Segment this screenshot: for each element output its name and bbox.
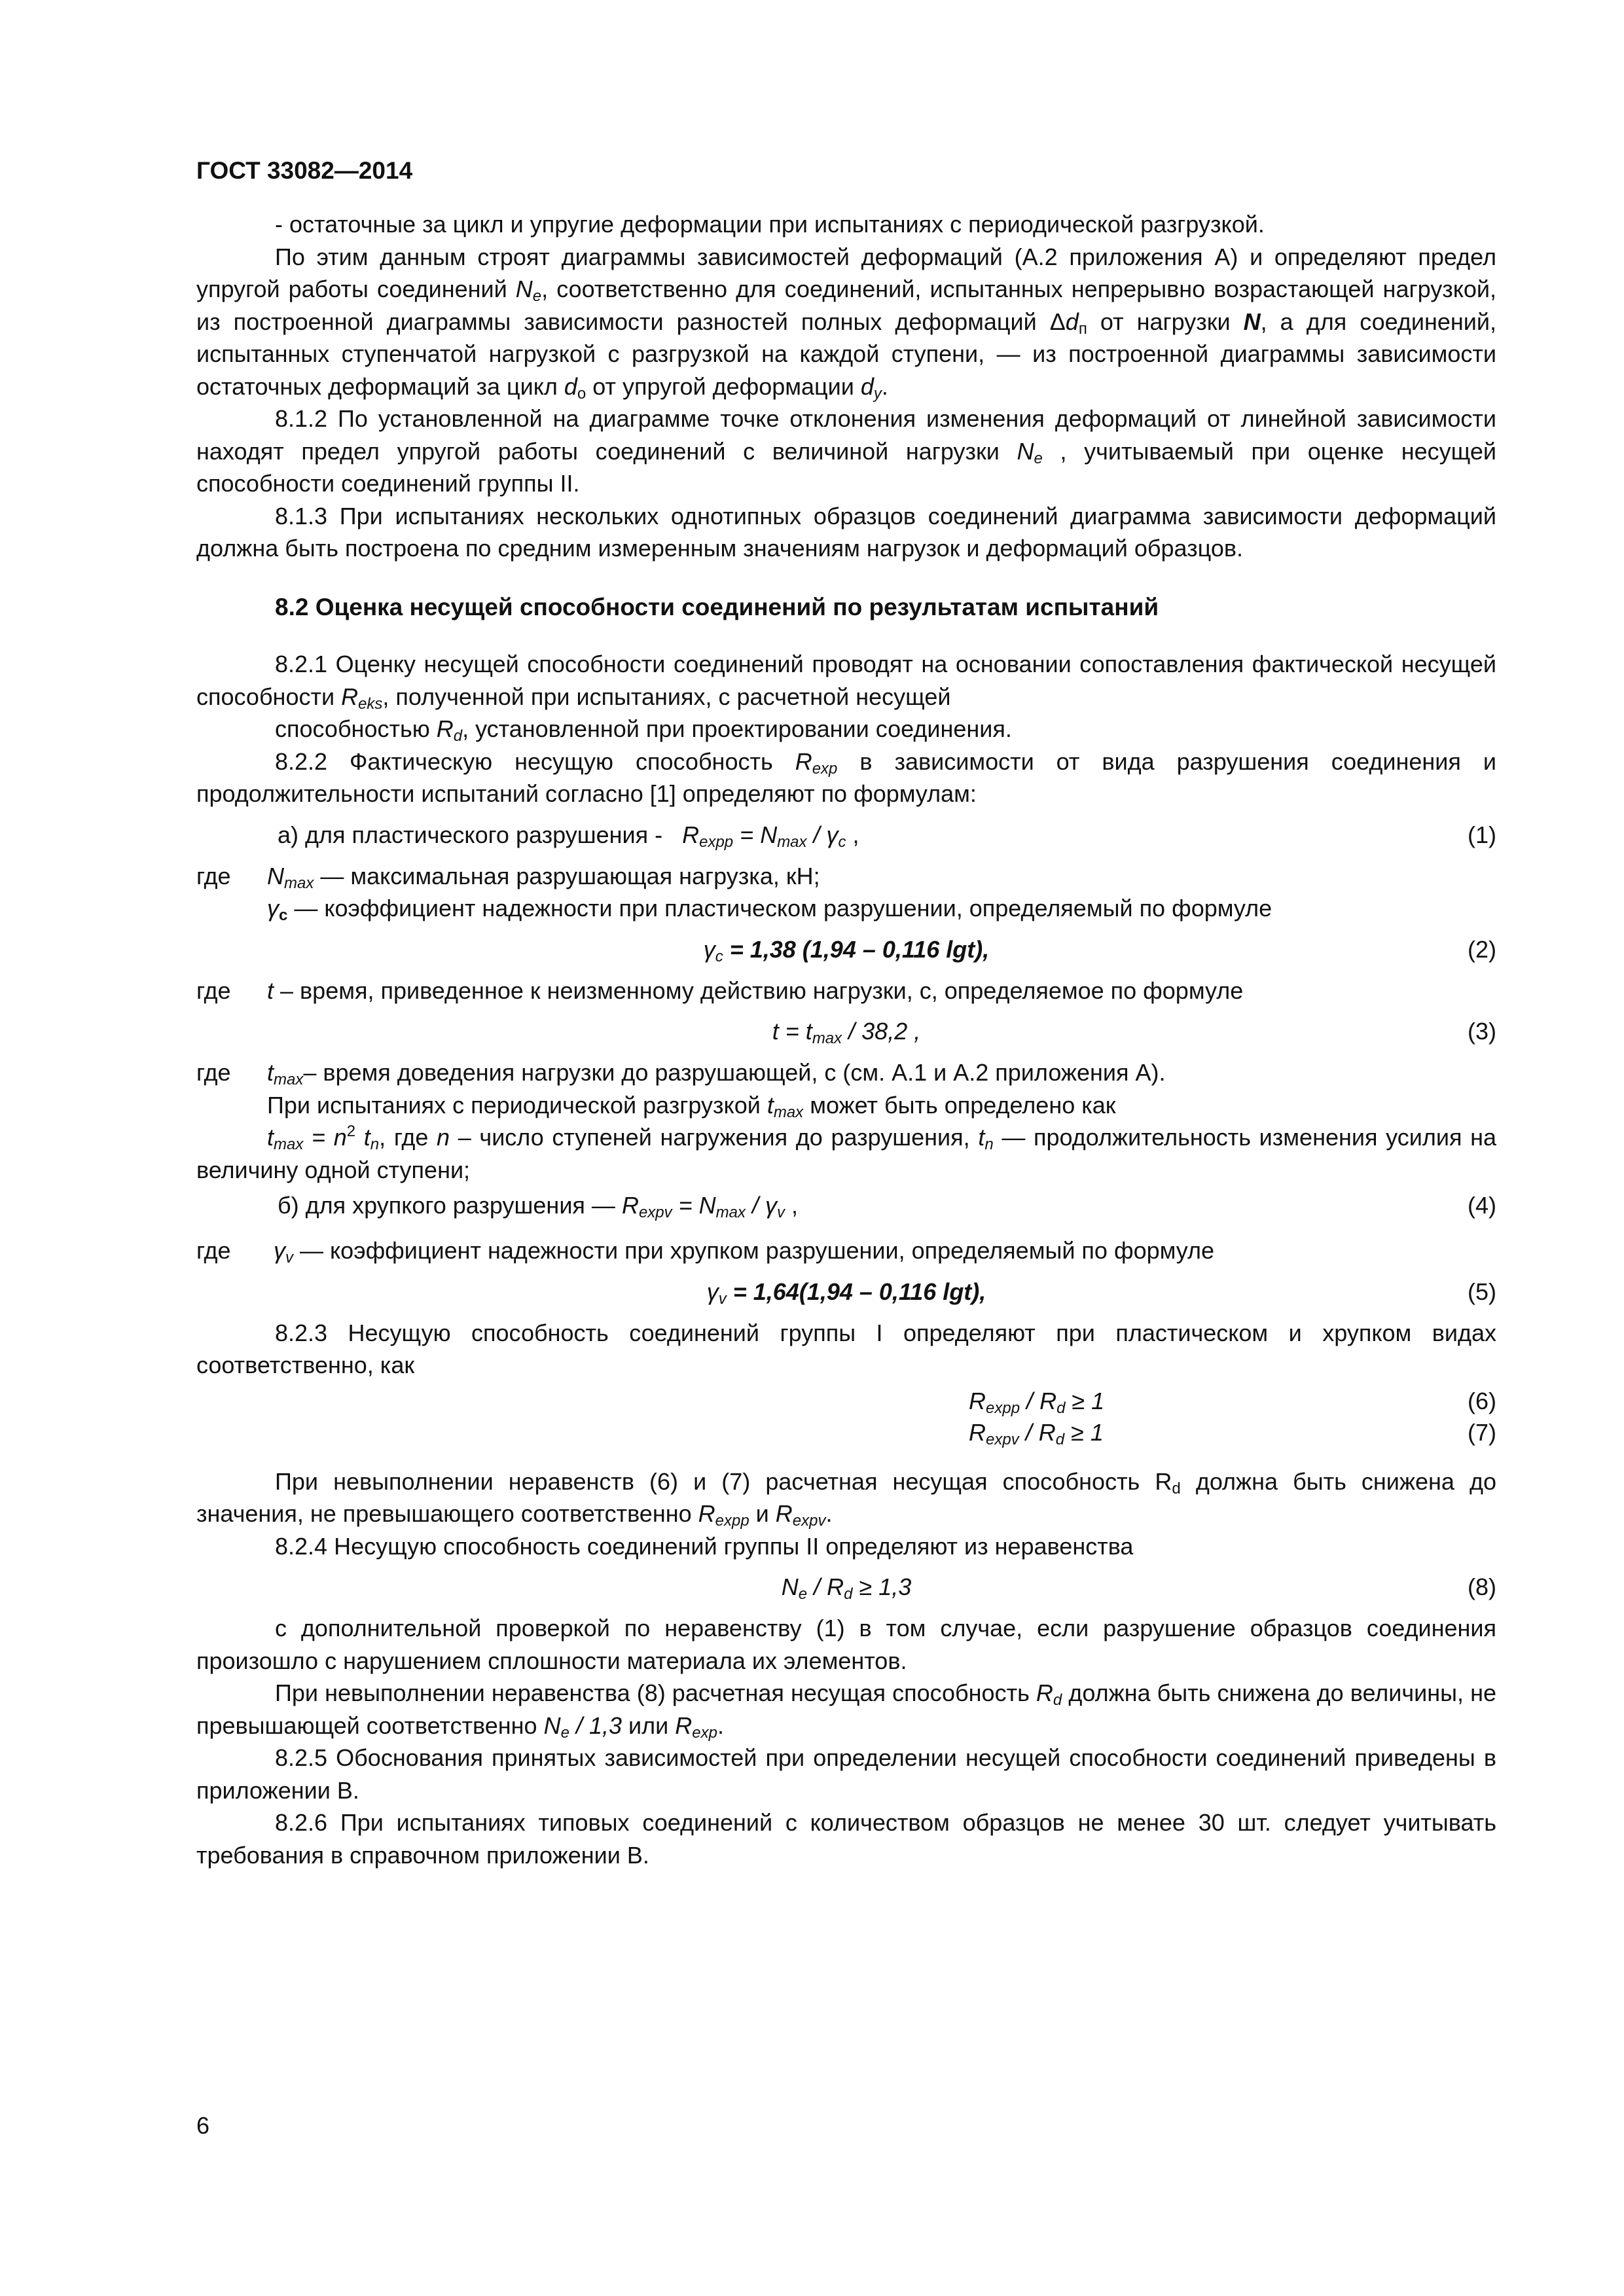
document-body [196,208,1496,1871]
paragraph-additional-check: с дополнительной проверкой по неравенству (1) в том случае, если разрушение образцов соединения произошло с нарушением сплошности материала их элементов. [196,1615,1496,1674]
formula-6: $R_{expp} / R_d \ge 1$ (6) [196,1386,1496,1417]
formula-5: $\gamma_v = 1,64(1,94 - 0,116$ lgt), (5) [196,1272,1496,1312]
formula-number-4: (4) [1468,1192,1496,1219]
formula-3: $t = t_{max} / 38,2$ , (3) [196,1012,1496,1051]
formula-number-5: (5) [1468,1278,1496,1305]
paragraph-8-2-2: 8.2.2 Фактическую несущую способность $R_{exp}$ в зависимости от вида разрушения соединения и продолжительности испытаний согласно [1] определяют по формулам: [196,747,1496,807]
paragraph-8-2-5: 8.2.5 Обоснования принятых зависимостей при определении несущей способности соединений приведены в приложении В. [196,1744,1496,1804]
tmax-definition: $t_{max} = n^2$ $t_n$, где n – число ступеней нагружения до разрушения, $t_n$ — продолжительность изменения усилия на величину одной ступени; [196,1122,1497,1183]
where-tmax: где $t_{max}-$ время доведения нагрузки до разрушающей, с (см. А.1 и А.2 приложения А). [196,1059,1166,1088]
formula-1: а) для пластического разрушения - $R_{expp} = N_{max} / \gamma_c$ , (1) [196,816,1496,855]
paragraph-residual: - остаточные за цикл и упругие деформации при испытаниях с периодической разгрузкой. [275,211,1265,238]
document-header: ГОСТ 33082—2014 [196,157,413,184]
where-t: где t – время, приведенное к неизменному действию нагрузки, с, определяемое по формуле [196,977,1244,1004]
formula-4: б) для хрупкого разрушения — $R_{expv} = N_{max} / \gamma_v$ , (4) [196,1186,1496,1225]
paragraph-inequality-8-fail: При невыполнении неравенства (8) расчетная несущая способность $R_d$ должна быть снижена до величины, не превышающей соответственно $N_e / 1,3$ или $R_{exp}$. [196,1679,1496,1742]
paragraph-8-2-3: 8.2.3 Несущую способность соединений группы I определяют при пластическом и хрупком видах соответственно, как [196,1319,1496,1378]
paragraph-diagrams: По этим данным строят диаграммы зависимостей деформаций (А.2 приложения А) и определяют предел упругой работы соединений $N_e$, соответственно для соединений, испытанных непрерывно возрастающей нагрузкой, из построенной диаграммы зависимости разностей полных деформаций $\Delta d_п$ от нагрузки N, а для соединений, испытанных ступенчатой нагрузкой с разгрузкой на каждой ступени, — из построенной диаграммы зависимости остаточных деформаций за цикл $d_о$ от упругой деформации $d_y$. [196,243,1497,403]
section-heading-8-2: 8.2 Оценка несущей способности соединений по результатам испытаний [275,593,1159,620]
paragraph-8-2-4: 8.2.4 Несущую способность соединений группы II определяют из неравенства [275,1532,1134,1560]
formula-number-1: (1) [1468,821,1496,848]
formula-8: $N_e / R_d \ge 1,3$ (8) [196,1568,1496,1607]
where-gamma-v: где $\gamma_v$ — коэффициент надежности при хрупком разрушении, определяемый по формуле [196,1237,1215,1266]
where-gamma-c: $\gamma_c$ — коэффициент надежности при пластическом разрушении, определяемый по формуле [267,895,1272,924]
page-number: 6 [196,2112,210,2139]
formula-number-7: (7) [1468,1418,1496,1446]
paragraph-8-1-2: 8.1.2 По установленной на диаграмме точке отклонения изменения деформаций от линейной зависимости находят предел упругой работы соединений с величиной нагрузки $N_e$ , учитываемый при оценке несущей способности соединений группы II. [196,405,1496,497]
paragraph-8-2-6: 8.2.6 При испытаниях типовых соединений с количеством образцов не менее 30 шт. следует учитывать требования в справочном приложении В. [196,1809,1496,1869]
formula-2: $\gamma_c = 1,38$ (1,94 – 0,116 lgt), (2) [196,930,1496,969]
formula-number-6: (6) [1468,1387,1496,1414]
paragraph-8-2-1-cont: способностью $R_d$, установленной при проектировании соединения. [275,715,1012,745]
periodic-unloading-note: При испытаниях с периодической разгрузкой $t_{max}$ может быть определено как [267,1091,1116,1121]
formula-number-3: (3) [1468,1018,1496,1045]
formula-number-2: (2) [1468,935,1496,963]
formula-7: $R_{expv} / R_d \ge 1$ (7) [196,1417,1496,1448]
where-nmax: где $N_{max}$ — максимальная разрушающая нагрузка, кН; [196,862,820,892]
paragraph-8-1-3: 8.1.3 При испытаниях нескольких однотипных образцов соединений диаграмма зависимости деформаций должна быть построена по средним измеренным значениям нагрузок и деформаций образцов. [196,502,1496,562]
formula-number-8: (8) [1468,1573,1496,1600]
paragraph-8-2-1: 8.2.1 Оценку несущей способности соединений проводят на основании сопоставления фактической несущей способности $R_{eks}$, полученной при испытаниях, с расчетной несущей [196,651,1496,713]
paragraph-inequalities-fail: При невыполнении неравенств (6) и (7) расчетная несущая способность $R_d$ должна быть снижена до значения, не превышающего соответственно $R_{expp}$ и $R_{expv}$. [196,1467,1497,1530]
